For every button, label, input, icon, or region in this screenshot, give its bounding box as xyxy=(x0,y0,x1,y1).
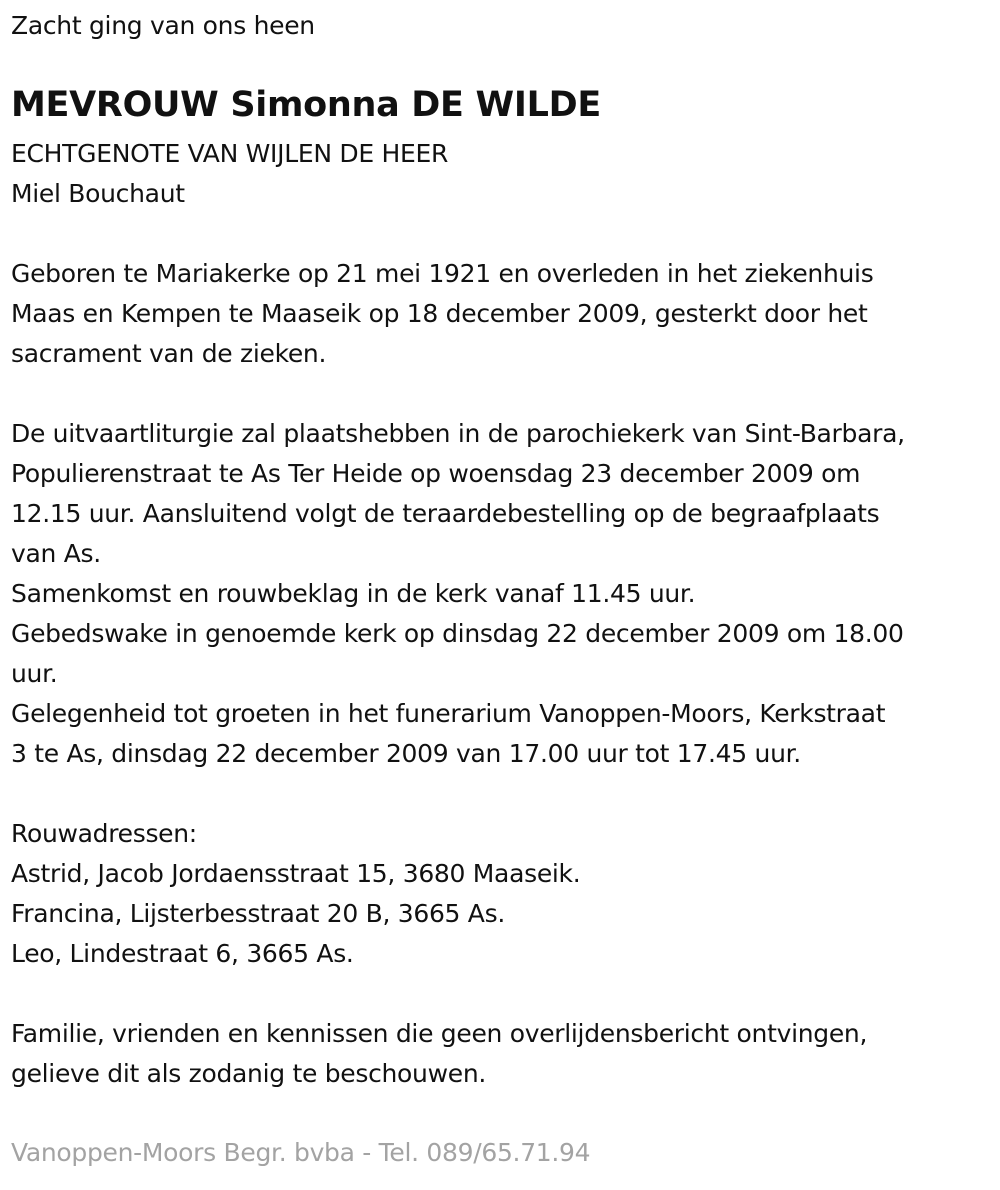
birth-death-paragraph xyxy=(11,254,873,374)
spouse-line: ECHTGENOTE VAN WIJLEN DE HEER xyxy=(11,139,449,168)
paragraph-line: De uitvaartliturgie zal plaatshebben in de parochiekerk van Sint-Barbara, xyxy=(11,419,905,448)
deceased-name: MEVROUW Simonna DE WILDE xyxy=(11,85,601,125)
spouse-name: Miel Bouchaut xyxy=(11,179,185,208)
address-line: Astrid, Jacob Jordaensstraat 15, 3680 Maaseik. xyxy=(11,859,581,888)
paragraph-line: Maas en Kempen te Maaseik op 18 december 2009, gesterkt door het xyxy=(11,299,868,328)
address-line: Leo, Lindestraat 6, 3665 As. xyxy=(11,939,354,968)
paragraph-line: Gebedswake in genoemde kerk op dinsdag 22 december 2009 om 18.00 xyxy=(11,619,904,648)
paragraph-line: Geboren te Mariakerke op 21 mei 1921 en overleden in het ziekenhuis xyxy=(11,259,874,288)
intro-text: Zacht ging van ons heen xyxy=(11,11,315,40)
addresses-title: Rouwadressen: xyxy=(11,819,197,848)
paragraph-line: 3 te As, dinsdag 22 december 2009 van 17.00 uur tot 17.45 uur. xyxy=(11,739,801,768)
funeral-paragraph xyxy=(11,414,905,774)
paragraph-line: Populierenstraat te As Ter Heide op woensdag 23 december 2009 om xyxy=(11,459,861,488)
paragraph-line: uur. xyxy=(11,659,58,688)
address-line: Francina, Lijsterbesstraat 20 B, 3665 As. xyxy=(11,899,505,928)
paragraph-line: van As. xyxy=(11,539,101,568)
paragraph-line: Familie, vrienden en kennissen die geen overlijdensbericht ontvingen, xyxy=(11,1019,868,1048)
closing-paragraph xyxy=(11,1014,867,1094)
funeral-home-footer: Vanoppen-Moors Begr. bvba - Tel. 089/65.71.94 xyxy=(11,1138,591,1167)
paragraph-line: sacrament van de zieken. xyxy=(11,339,327,368)
paragraph-line: gelieve dit als zodanig te beschouwen. xyxy=(11,1059,487,1088)
paragraph-line: 12.15 uur. Aansluitend volgt de teraardebestelling op de begraafplaats xyxy=(11,499,880,528)
spouse-block xyxy=(11,134,448,214)
paragraph-line: Gelegenheid tot groeten in het funerarium Vanoppen-Moors, Kerkstraat xyxy=(11,699,886,728)
paragraph-line: Samenkomst en rouwbeklag in de kerk vanaf 11.45 uur. xyxy=(11,579,696,608)
addresses-block xyxy=(11,814,580,974)
